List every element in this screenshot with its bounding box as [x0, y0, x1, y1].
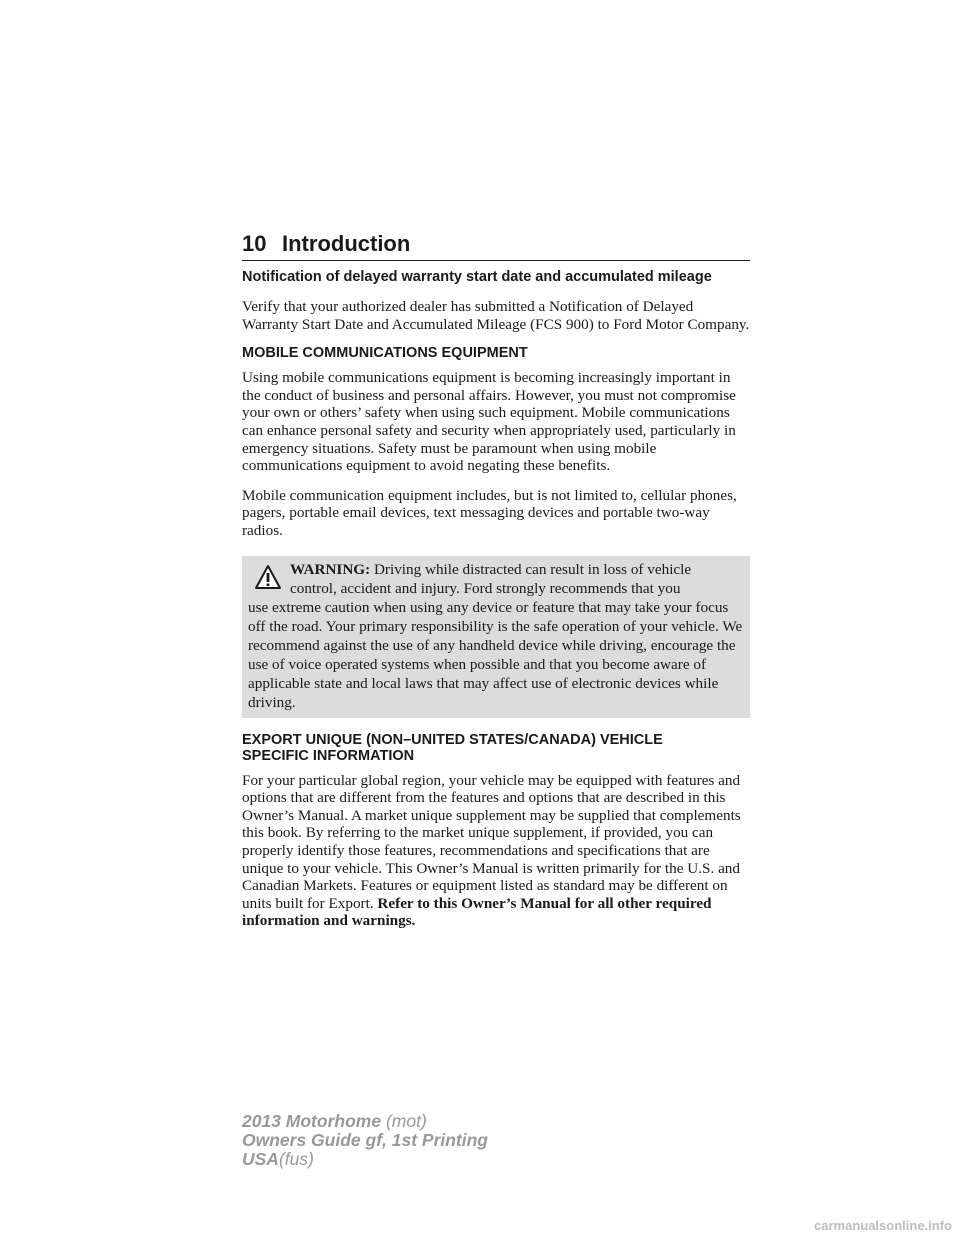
export-paragraph-text: For your particular global region, your vehicle may be equipped with features and options that are different from the features and options that are described in this Owner’s Manual. A market unique supplement may be supplied that complements this book. By referring to the market unique supplement, if provided, you can properly identify those features, recommendations and specifications that are unique to your vehicle. This Owner’s Manual is written primarily for the U.S. and Canadian Markets. Features or equipment listed as standard may be different on units built for Export. — [242, 771, 741, 912]
section-title: Introduction — [282, 231, 411, 256]
page-number: 10 — [242, 231, 267, 256]
footer-line-2: Owners Guide gf, 1st Printing — [242, 1130, 488, 1150]
warning-label: WARNING: — [290, 560, 374, 578]
footer-model: 2013 Motorhome — [242, 1111, 386, 1131]
warning-text-rest: use extreme caution when using any device or feature that may take your focus off the road. Your primary responsibility is the safe operation of your vehicle. We recommend against the use of any handheld device while driving, encourage the use of voice operated systems when possible and that you become aware of applicable state and local laws that may affect use of electronic devices while driving. — [248, 598, 743, 711]
footer-market: USA — [242, 1149, 279, 1169]
warning-text-1: Driving while distracted can result in loss of vehicle — [373, 560, 692, 578]
warning-triangle-icon — [254, 564, 282, 590]
footer-market-code: (fus) — [278, 1149, 314, 1169]
footer-model-code: (mot) — [385, 1111, 427, 1131]
export-heading — [242, 732, 750, 764]
mobile-comms-heading: MOBILE COMMUNICATIONS EQUIPMENT — [242, 345, 528, 362]
warning-line-1 — [248, 560, 744, 579]
footer-line-3 — [242, 1150, 488, 1169]
mobile-comms-paragraph-1: Using mobile communications equipment is becoming increasingly important in the conduct of business and personal affairs. However, you must not compromise your own or others’ safety when using such equipment. Mobile communications can enhance personal safety and security when appropriately used, particularly in emergency situations. Safety must be paramount when using mobile communications equipment to avoid negating these benefits. — [242, 369, 736, 475]
mobile-comms-paragraph-2: Mobile communication equipment includes, but is not limited to, cellular phones, pagers, portable email devices, text messaging devices and portable two-way radios. — [242, 486, 737, 539]
warning-box — [242, 556, 750, 718]
delayed-warranty-heading: Notification of delayed warranty start date and accumulated mileage — [242, 269, 712, 285]
print-footer — [242, 1112, 488, 1169]
delayed-warranty-paragraph: Verify that your authorized dealer has submitted a Notification of Delayed Warranty Start Date and Accumulated Mileage (FCS 900) to Ford Motor Company. — [242, 298, 750, 333]
export-bold-sentence: Refer to this Owner’s Manual for all other required information and warnings. — [242, 894, 712, 930]
page-header — [242, 230, 750, 261]
warning-line-2: control, accident and injury. Ford strongly recommends that you — [290, 579, 681, 597]
page-content — [242, 268, 750, 942]
export-paragraph — [242, 772, 750, 930]
export-heading-line-1: EXPORT UNIQUE (NON–UNITED STATES/CANADA) VEHICLE — [242, 731, 663, 748]
export-heading-line-2: SPECIFIC INFORMATION — [242, 747, 415, 764]
watermark-text: carmanualsonline.info — [814, 1218, 952, 1233]
footer-line-1 — [242, 1112, 488, 1131]
